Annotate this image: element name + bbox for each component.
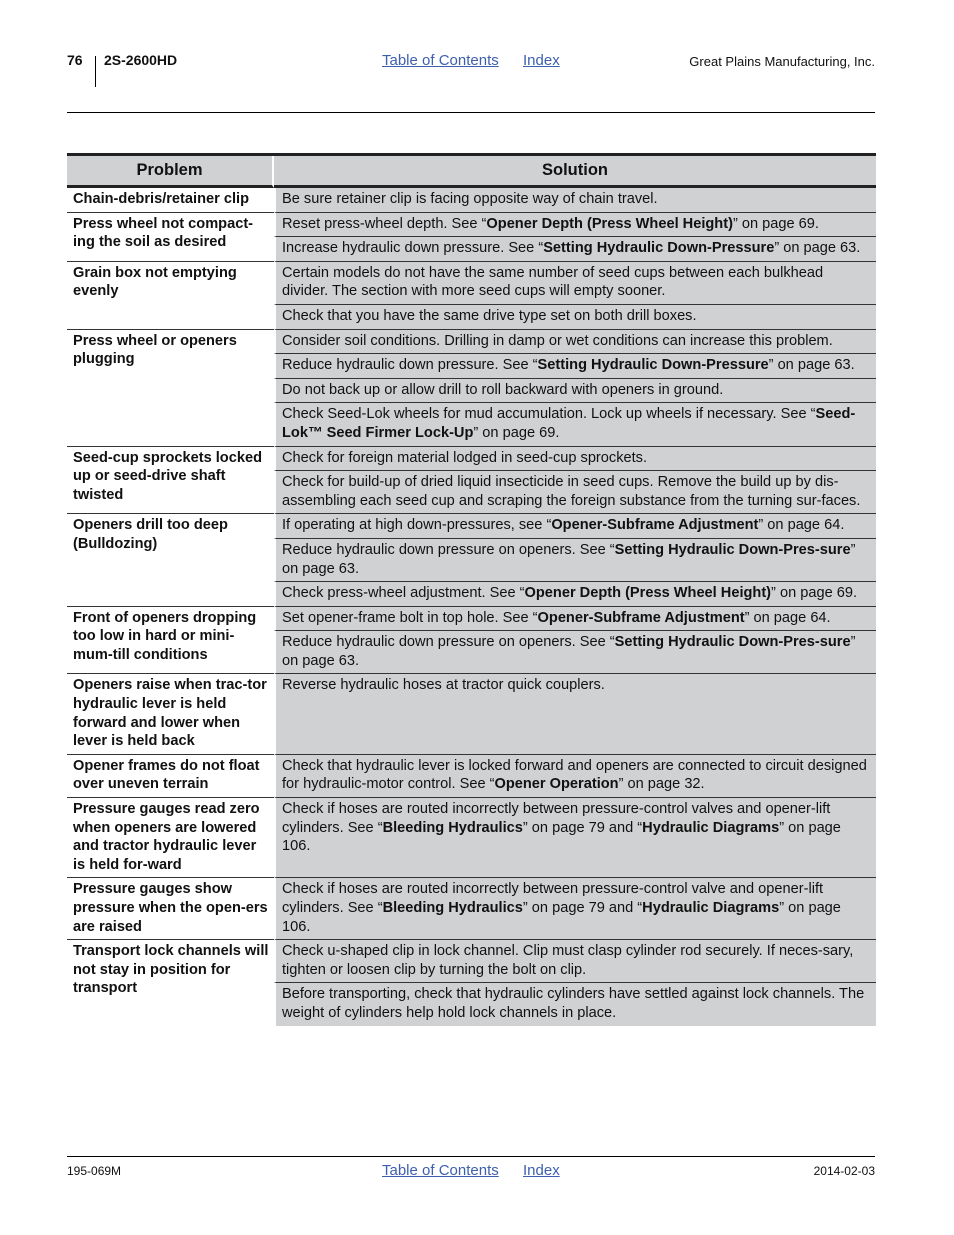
solution-cell: Reduce hydraulic down pressure on openers. See “Setting Hydraulic Down-Pres-sure” on page 63. — [274, 539, 876, 582]
solution-cell: Before transporting, check that hydraulic cylinders have settled against lock channels. The weight of cylinders help hold lock channels in place. — [274, 983, 876, 1025]
toc-link-footer[interactable]: Table of Contents — [382, 1162, 499, 1179]
problem-cell: Pressure gauges read zero when openers are lowered and tractor hydraulic lever is held for-ward — [67, 798, 274, 878]
solution-cell: Reduce hydraulic down pressure on openers. See “Setting Hydraulic Down-Pres-sure” on page 63. — [274, 631, 876, 674]
index-link-footer[interactable]: Index — [523, 1162, 560, 1179]
solution-cell: Check for build-up of dried liquid insecticide in seed cups. Remove the build up by dis-assembling each seed cup and scraping the foreign substance from the turning sur-faces. — [274, 471, 876, 514]
table-row — [67, 878, 876, 940]
header-divider — [95, 56, 96, 87]
solution-cell: Reduce hydraulic down pressure. See “Setting Hydraulic Down-Pressure” on page 63. — [274, 354, 876, 379]
solution-cell: Consider soil conditions. Drilling in damp or wet conditions can increase this problem. — [274, 330, 876, 355]
solution-cell: Reverse hydraulic hoses at tractor quick couplers. — [274, 674, 876, 754]
solution-cell: Check that hydraulic lever is locked forward and openers are connected to circuit designed for hydraulic-motor control. See “Opener Operation” on page 32. — [274, 755, 876, 798]
table-row — [67, 798, 876, 878]
solution-cell: Set opener-frame bolt in top hole. See “Opener-Subframe Adjustment” on page 64. — [274, 607, 876, 632]
solution-cell: Reset press-wheel depth. See “Opener Depth (Press Wheel Height)” on page 69. — [274, 213, 876, 238]
solution-cell: Increase hydraulic down pressure. See “Setting Hydraulic Down-Pressure” on page 63. — [274, 237, 876, 262]
solution-cell: Check that you have the same drive type set on both drill boxes. — [274, 305, 876, 330]
index-link-header[interactable]: Index — [523, 52, 560, 69]
solution-cell: Check if hoses are routed incorrectly between pressure-control valves and opener-lift cylinders. See “Bleeding Hydraulics” on page 79 and “Hydraulic Diagrams” on page 106. — [274, 798, 876, 878]
table-row — [67, 330, 876, 355]
header-rule — [67, 112, 875, 113]
solution-cell: Check press-wheel adjustment. See “Opener Depth (Press Wheel Height)” on page 69. — [274, 582, 876, 607]
solution-cell: If operating at high down-pressures, see “Opener-Subframe Adjustment” on page 64. — [274, 514, 876, 539]
problem-cell: Seed-cup sprockets locked up or seed-drive shaft twisted — [67, 447, 274, 515]
solution-cell: Do not back up or allow drill to roll backward with openers in ground. — [274, 379, 876, 404]
solution-cell: Check Seed-Lok wheels for mud accumulation. Lock up wheels if necessary. See “Seed-Lok™ Seed Firmer Lock-Up” on page 69. — [274, 403, 876, 446]
problem-column-header: Problem — [67, 156, 274, 188]
problem-cell: Openers drill too deep (Bulldozing) — [67, 514, 274, 606]
problem-cell: Grain box not emptying evenly — [67, 262, 274, 330]
solution-cell: Check if hoses are routed incorrectly between pressure-control valve and opener-lift cylinders. See “Bleeding Hydraulics” on page 79 and “Hydraulic Diagrams” on page 106. — [274, 878, 876, 940]
table-row — [67, 674, 876, 754]
solution-column-header: Solution — [274, 156, 876, 188]
table-row — [67, 940, 876, 983]
problem-cell: Front of openers dropping too low in hard or mini-mum-till conditions — [67, 607, 274, 675]
page-number: 76 — [67, 52, 83, 68]
troubleshooting-table — [67, 153, 876, 1026]
toc-link-header[interactable]: Table of Contents — [382, 52, 499, 69]
footer-rule — [67, 1156, 875, 1157]
solution-cell: Certain models do not have the same number of seed cups between each bulkhead divider. The section with more seed cups will empty sooner. — [274, 262, 876, 305]
problem-cell: Press wheel or openers plugging — [67, 330, 274, 447]
solution-cell: Check for foreign material lodged in seed-cup sprockets. — [274, 447, 876, 472]
table-row — [67, 755, 876, 798]
problem-cell: Openers raise when trac-tor hydraulic lever is held forward and lower when lever is held back — [67, 674, 274, 754]
document-number: 195-069M — [67, 1164, 122, 1178]
table-row — [67, 188, 876, 213]
table-row — [67, 514, 876, 539]
model-name: 2S-2600HD — [104, 52, 178, 68]
solution-cell: Be sure retainer clip is facing opposite way of chain travel. — [274, 188, 876, 213]
table-row — [67, 213, 876, 238]
problem-cell: Chain-debris/retainer clip — [67, 188, 274, 213]
company-name: Great Plains Manufacturing, Inc. — [689, 54, 875, 69]
solution-cell: Check u-shaped clip in lock channel. Clip must clasp cylinder rod securely. If neces-sary, tighten or loosen clip by turning the bolt on clip. — [274, 940, 876, 983]
problem-cell: Press wheel not compact-ing the soil as desired — [67, 213, 274, 262]
problem-cell: Transport lock channels will not stay in position for transport — [67, 940, 274, 1025]
table-row — [67, 262, 876, 305]
problem-cell: Pressure gauges show pressure when the open-ers are raised — [67, 878, 274, 940]
problem-cell: Opener frames do not float over uneven terrain — [67, 755, 274, 798]
table-row — [67, 607, 876, 632]
table-row — [67, 447, 876, 472]
publish-date: 2014-02-03 — [813, 1164, 875, 1178]
